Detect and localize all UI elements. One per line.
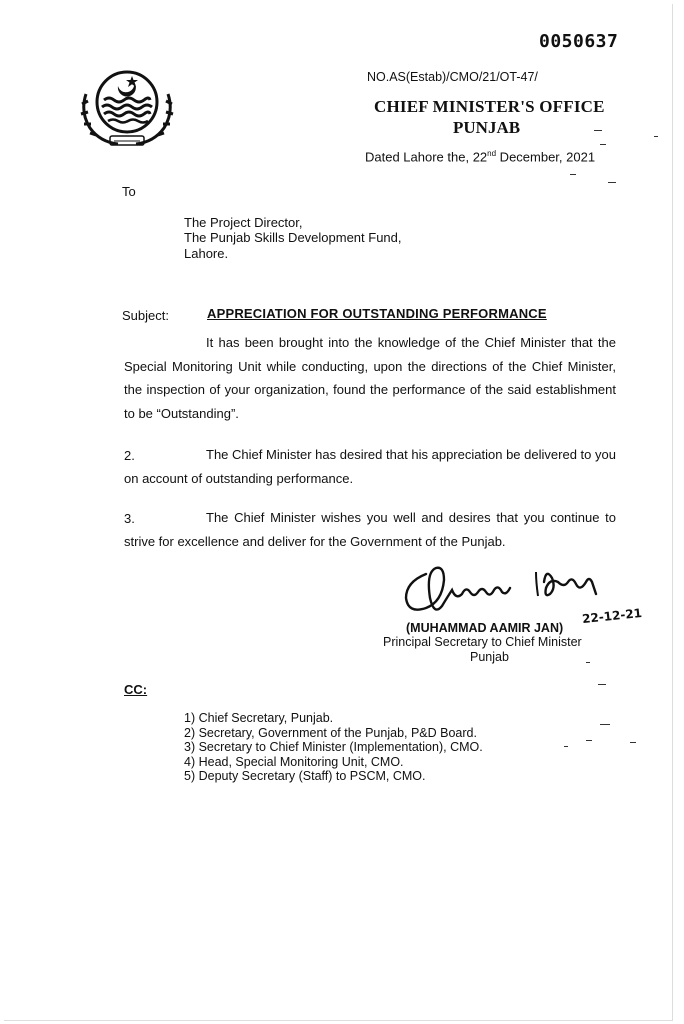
- signatory-title: Principal Secretary to Chief Minister: [383, 635, 582, 649]
- scan-speck: [570, 174, 576, 175]
- scan-speck: [630, 742, 636, 743]
- paragraph-number: 3.: [124, 511, 135, 526]
- scan-speck: [598, 684, 606, 685]
- paragraph-2: The Chief Minister has desired that his appreciation be delivered to you on account of outstanding performance.: [124, 447, 616, 486]
- addressee-line: The Project Director,: [184, 215, 303, 230]
- list-item: 4) Head, Special Monitoring Unit, CMO.: [184, 754, 404, 769]
- paragraph-3: The Chief Minister wishes you well and desires that you continue to strive for excellence and deliver for the Government of the Punjab.: [124, 510, 616, 549]
- scan-speck: [564, 746, 568, 747]
- signatory-name: (MUHAMMAD AAMIR JAN): [406, 621, 564, 635]
- scan-speck: [654, 136, 658, 137]
- list-item: 3) Secretary to Chief Minister (Implementation), CMO.: [184, 740, 483, 755]
- scan-speck: [594, 130, 602, 131]
- signatory-place: Punjab: [470, 650, 509, 664]
- paragraph-1: It has been brought into the knowledge of the Chief Minister that the Special Monitoring Unit while conducting, upon the directions of the Chief Minister, the inspection of your organization, found the performance of the said establishment to be “Outstanding”.: [124, 335, 616, 421]
- scan-speck: [608, 182, 616, 183]
- handwritten-date: 22-12-21: [581, 605, 643, 627]
- document-number: 0050637: [539, 31, 619, 52]
- date-line: Dated Lahore the, 22nd December, 2021: [365, 149, 596, 165]
- punjab-emblem-icon: [72, 64, 182, 152]
- letter-page: [4, 4, 673, 1021]
- scan-speck: [586, 740, 592, 741]
- office-place: PUNJAB: [453, 118, 521, 137]
- to-label: To: [122, 184, 136, 199]
- cc-label: CC:: [124, 682, 148, 697]
- subject-text: APPRECIATION FOR OUTSTANDING PERFORMANCE: [207, 306, 547, 321]
- scan-speck: [586, 662, 590, 663]
- scan-speck: [600, 724, 610, 725]
- subject-label: Subject:: [122, 308, 169, 323]
- paragraph-number: 2.: [124, 448, 135, 463]
- list-item: 2) Secretary, Government of the Punjab, P&D Board.: [184, 725, 477, 740]
- addressee-line: The Punjab Skills Development Fund,: [184, 230, 402, 245]
- list-item: 5) Deputy Secretary (Staff) to PSCM, CMO.: [184, 769, 426, 784]
- scan-speck: [600, 144, 606, 145]
- addressee-line: Lahore.: [184, 246, 229, 261]
- office-title: CHIEF MINISTER'S OFFICE: [374, 97, 605, 116]
- list-item: 1) Chief Secretary, Punjab.: [184, 711, 334, 725]
- reference-number: NO.AS(Estab)/CMO/21/OT-47/: [367, 70, 538, 84]
- cc-list: [184, 711, 483, 784]
